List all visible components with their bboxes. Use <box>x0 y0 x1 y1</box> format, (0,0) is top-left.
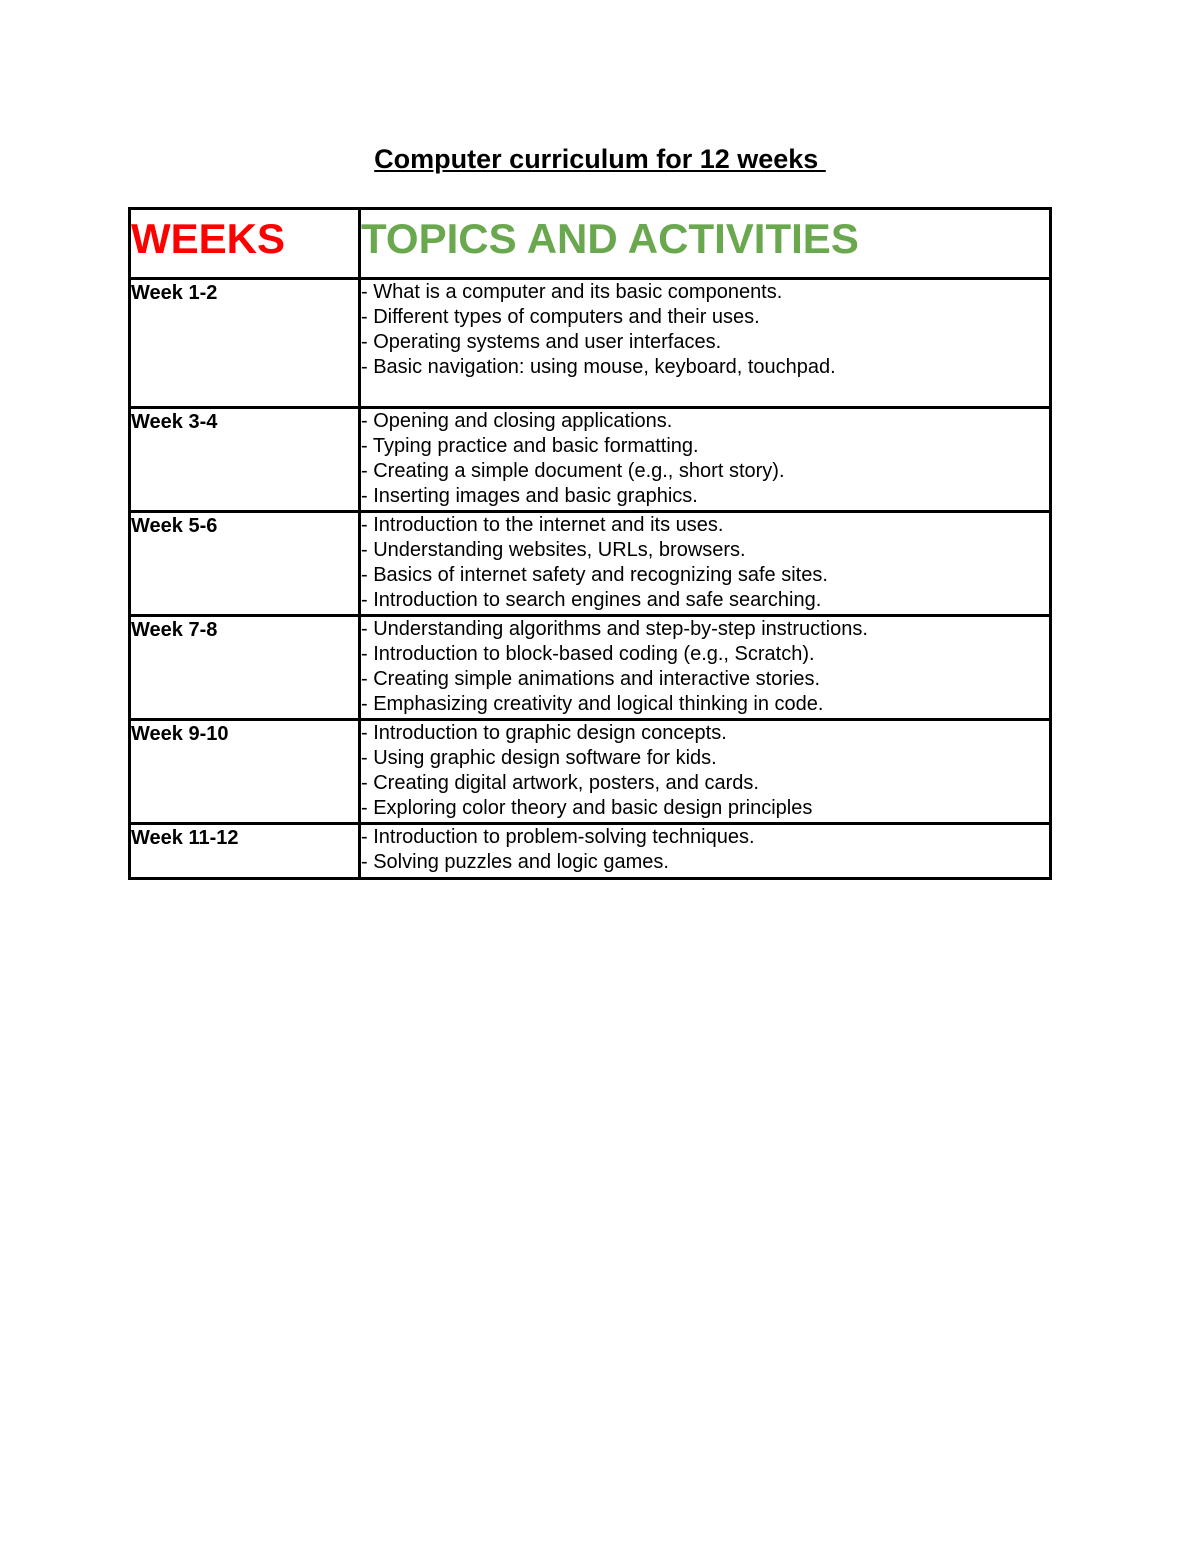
topic-line: - Typing practice and basic formatting. <box>361 435 699 457</box>
topic-line: - Introduction to search engines and safe searching. <box>361 589 822 611</box>
table-row <box>130 720 1051 824</box>
week-cell: Week 5-6 <box>130 512 360 616</box>
table-row <box>130 408 1051 512</box>
table-row <box>130 824 1051 879</box>
topics-cell <box>360 720 1051 824</box>
topic-line: - Creating a simple document (e.g., short story). <box>361 460 785 482</box>
topic-line: - Different types of computers and their uses. <box>361 306 760 328</box>
topics-column-header: TOPICS AND ACTIVITIES <box>360 209 1051 279</box>
week-cell: Week 1-2 <box>130 279 360 408</box>
topic-line: - Introduction to the internet and its uses. <box>361 514 724 536</box>
topics-cell <box>360 824 1051 879</box>
topic-line: - Introduction to problem-solving techniques. <box>361 826 755 848</box>
topic-line: - Operating systems and user interfaces. <box>361 331 722 353</box>
topics-cell <box>360 408 1051 512</box>
topic-line: - Solving puzzles and logic games. <box>361 851 669 873</box>
topic-line: - Understanding algorithms and step-by-step instructions. <box>361 618 868 640</box>
topic-line: - Understanding websites, URLs, browsers. <box>361 539 746 561</box>
topic-line: - Using graphic design software for kids. <box>361 747 717 769</box>
topic-line: - Basics of internet safety and recognizing safe sites. <box>361 564 828 586</box>
page-title: Computer curriculum for 12 weeks <box>374 144 826 174</box>
table-row <box>130 616 1051 720</box>
table-row <box>130 512 1051 616</box>
week-cell: Week 3-4 <box>130 408 360 512</box>
topic-line: - Basic navigation: using mouse, keyboard, touchpad. <box>361 356 836 378</box>
topic-line: - Creating digital artwork, posters, and cards. <box>361 772 759 794</box>
table-header-row <box>130 209 1051 279</box>
week-cell: Week 7-8 <box>130 616 360 720</box>
week-cell: Week 11-12 <box>130 824 360 879</box>
topics-cell <box>360 279 1051 408</box>
topics-cell <box>360 616 1051 720</box>
curriculum-table <box>128 207 1052 880</box>
topic-line: - Introduction to graphic design concepts. <box>361 722 727 744</box>
topic-line: - Introduction to block-based coding (e.g., Scratch). <box>361 643 815 665</box>
topic-line: - What is a computer and its basic components. <box>361 281 783 303</box>
topic-line: - Exploring color theory and basic design principles <box>361 797 813 819</box>
weeks-column-header: WEEKS <box>130 209 360 279</box>
topic-line: - Opening and closing applications. <box>361 410 673 432</box>
topic-line: - Inserting images and basic graphics. <box>361 485 698 507</box>
topics-cell <box>360 512 1051 616</box>
table-row <box>130 279 1051 408</box>
topic-line: - Creating simple animations and interactive stories. <box>361 668 821 690</box>
topic-line: - Emphasizing creativity and logical thinking in code. <box>361 693 824 715</box>
week-cell: Week 9-10 <box>130 720 360 824</box>
